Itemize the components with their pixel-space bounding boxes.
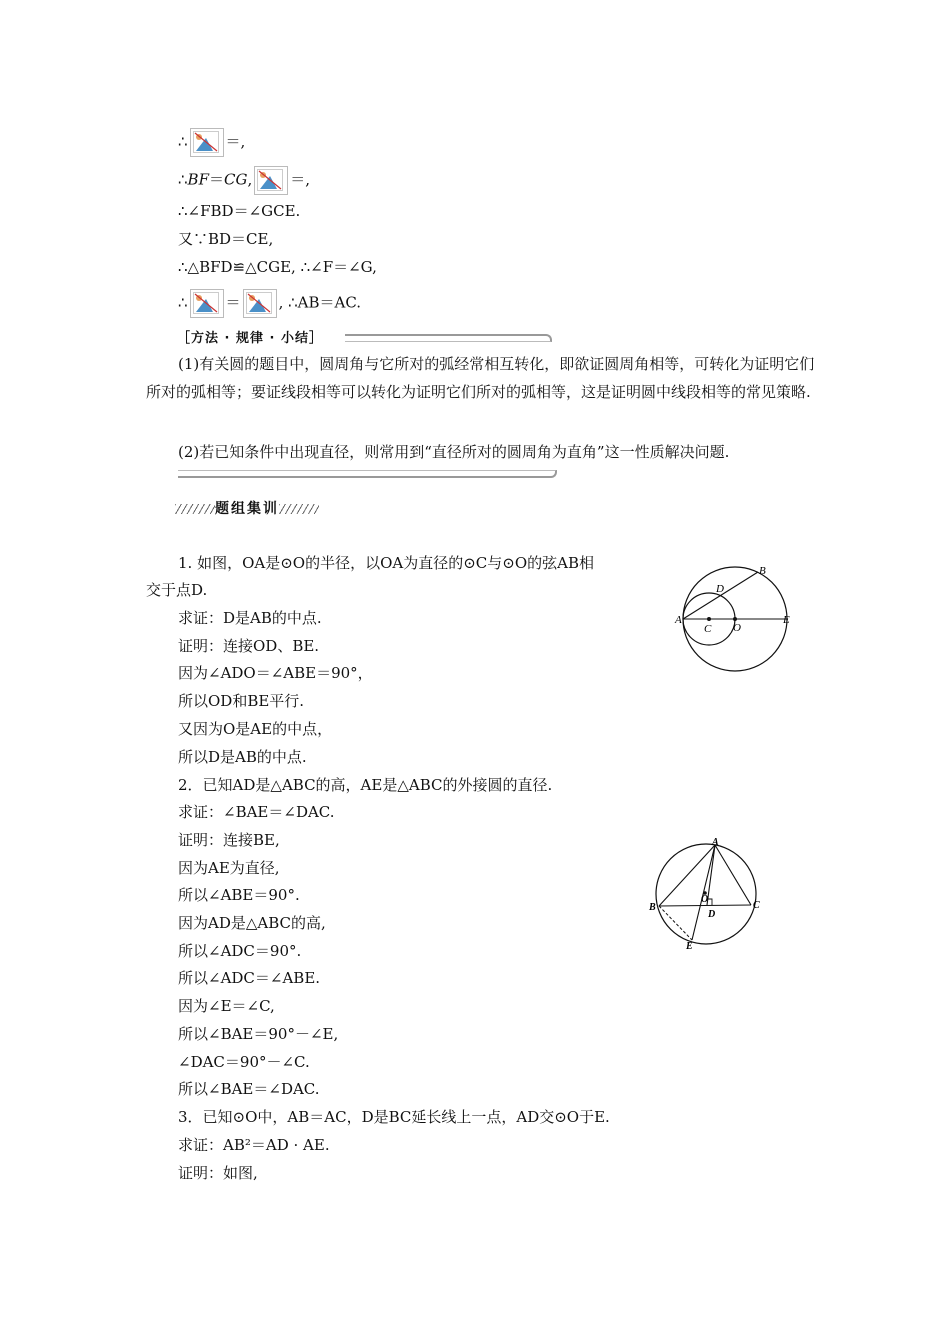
broken-image-icon — [190, 128, 224, 157]
q2-proof-line: 求证：∠BAE＝∠DAC. — [178, 803, 335, 821]
q1-figure — [670, 564, 800, 674]
proof-line-1: ∴ ＝, — [178, 128, 245, 157]
method-rule-top — [345, 334, 552, 342]
q2-proof-line: ∠DAC＝90°－∠C. — [178, 1053, 310, 1071]
fig2-label-e: E — [686, 941, 693, 951]
method-paragraph-2: (2)若已知条件中出现直径，则常用到“直径所对的圆周角为直角”这一性质解决问题. — [178, 443, 730, 461]
hatch-decoration-right — [279, 504, 319, 514]
q1-proof-line: 又因为O是AE的中点， — [178, 720, 333, 738]
q2-proof-line: 所以∠BAE＝∠DAC. — [178, 1080, 320, 1098]
q2-proof-line: 证明：连接BE, — [178, 831, 280, 849]
q2-figure — [645, 836, 765, 951]
proof-line-6: ∴ ＝ , ∴AB＝AC. — [178, 289, 361, 318]
q1-proof-line: 证明：连接OD、BE. — [178, 637, 320, 655]
section-title: 题组集训 — [175, 498, 319, 518]
broken-image-icon — [254, 166, 288, 195]
q3-proof-start: 证明：如图, — [178, 1164, 258, 1182]
fig2-label-a: A — [712, 837, 719, 848]
fig1-label-d: D — [716, 583, 724, 595]
q1-proof-line: 所以OD和BE平行. — [178, 692, 305, 710]
q2-proof-line: 所以∠ABE＝90°. — [178, 886, 300, 904]
q2-proof-line: 因为∠E＝∠C, — [178, 997, 275, 1015]
method-rule-bottom — [178, 470, 557, 478]
method-paragraph-1: (1)有关圆的题目中，圆周角与它所对的弧经常相互转化，即欲证圆周角相等，可转化为证明它们所对的弧相等；要证线段相等可以转化为证明它们所对的弧相等，这是证明圆中线段相等的常见策略. — [146, 355, 815, 401]
proof-line-5: ∴△BFD≌△CGE, ∴∠F＝∠G, — [178, 258, 377, 276]
hatch-decoration-left — [175, 504, 215, 514]
q2-statement: 2．已知AD是△ABC的高，AE是△ABC的外接圆的直径. — [178, 776, 553, 794]
proof-line-2: ∴BF＝CG, ＝, — [178, 166, 310, 195]
broken-image-icon — [243, 289, 277, 318]
fig2-label-d: D — [708, 909, 716, 920]
broken-image-icon — [190, 289, 224, 318]
fig2-label-c: C — [753, 900, 760, 911]
q1-statement-line-1: 1. 如图，OA是⊙O的半径，以OA为直径的⊙C与⊙O的弦AB相 — [178, 554, 594, 572]
proof-line-3: ∴∠FBD＝∠GCE. — [178, 202, 301, 220]
fig2-label-o: O — [701, 894, 709, 905]
q2-proof-line: 所以∠ADC＝∠ABE. — [178, 969, 321, 987]
q1-proof-line: 所以D是AB的中点. — [178, 748, 307, 766]
q2-proof-line: 因为AD是△ABC的高, — [178, 914, 326, 932]
fig1-label-o: O — [733, 622, 741, 634]
fig1-label-b: B — [759, 565, 766, 577]
fig1-label-a: A — [675, 614, 682, 626]
q3-prove: 求证：AB²＝AD · AE. — [178, 1136, 330, 1154]
q1-proof-line: 因为∠ADO＝∠ABE＝90°， — [178, 664, 373, 682]
fig1-label-e: E — [783, 614, 790, 626]
method-heading: ［方法 · 规律 · 小结］ — [177, 331, 323, 346]
q2-proof-line: 因为AE为直径, — [178, 859, 280, 877]
fig1-label-c: C — [704, 623, 712, 635]
fig2-label-b: B — [649, 902, 656, 913]
q2-proof-line: 所以∠ADC＝90°. — [178, 942, 302, 960]
proof-line-4: 又∵BD＝CE, — [178, 230, 274, 248]
q2-proof-line: 所以∠BAE＝90°－∠E, — [178, 1025, 339, 1043]
q3-statement: 3．已知⊙O中，AB＝AC，D是BC延长线上一点，AD交⊙O于E. — [178, 1108, 610, 1126]
q1-statement-line-2: 交于点D. — [146, 581, 208, 599]
q1-proof-line: 求证：D是AB的中点. — [178, 609, 322, 627]
